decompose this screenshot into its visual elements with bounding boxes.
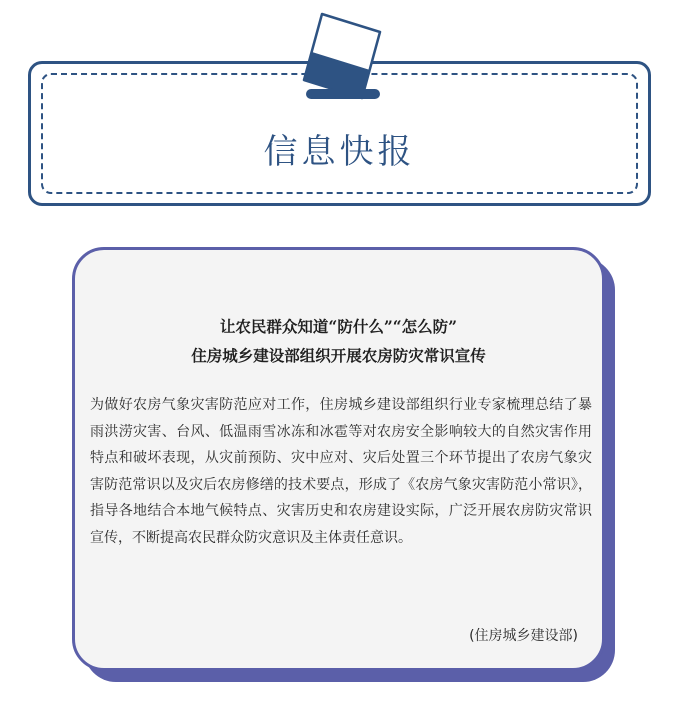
- pinned-tag-icon: [300, 12, 386, 104]
- article-card: [72, 247, 605, 671]
- page-title: 信息快报: [263, 132, 416, 172]
- article-title-line-2: 住房城乡建设部组织开展农房防灾常识宣传: [191, 346, 486, 365]
- article-title-line-1: 让农民群众知道“防什么”“怎么防”: [219, 317, 458, 336]
- article-source: (住房城乡建设部): [469, 628, 578, 644]
- article-body: 为做好农房气象灾害防范应对工作，住房城乡建设部组织行业专家梳理总结了暴雨洪涝灾害、台风、低温雨雪冰冻和冰雹等对农房安全影响较大的自然灾害作用特点和破坏表现，从灾前预防、灾中应对、灾后处置三个环节提出了农房气象灾害防范常识以及灾后农房修缮的技术要点，形成了《农房气象灾害防范小常识》，指导各地结合本地气候特点、灾害历史和农房建设实际，广泛开展农房防灾常识宣传，不断提高农民群众防灾意识及主体责任意识。: [90, 397, 592, 546]
